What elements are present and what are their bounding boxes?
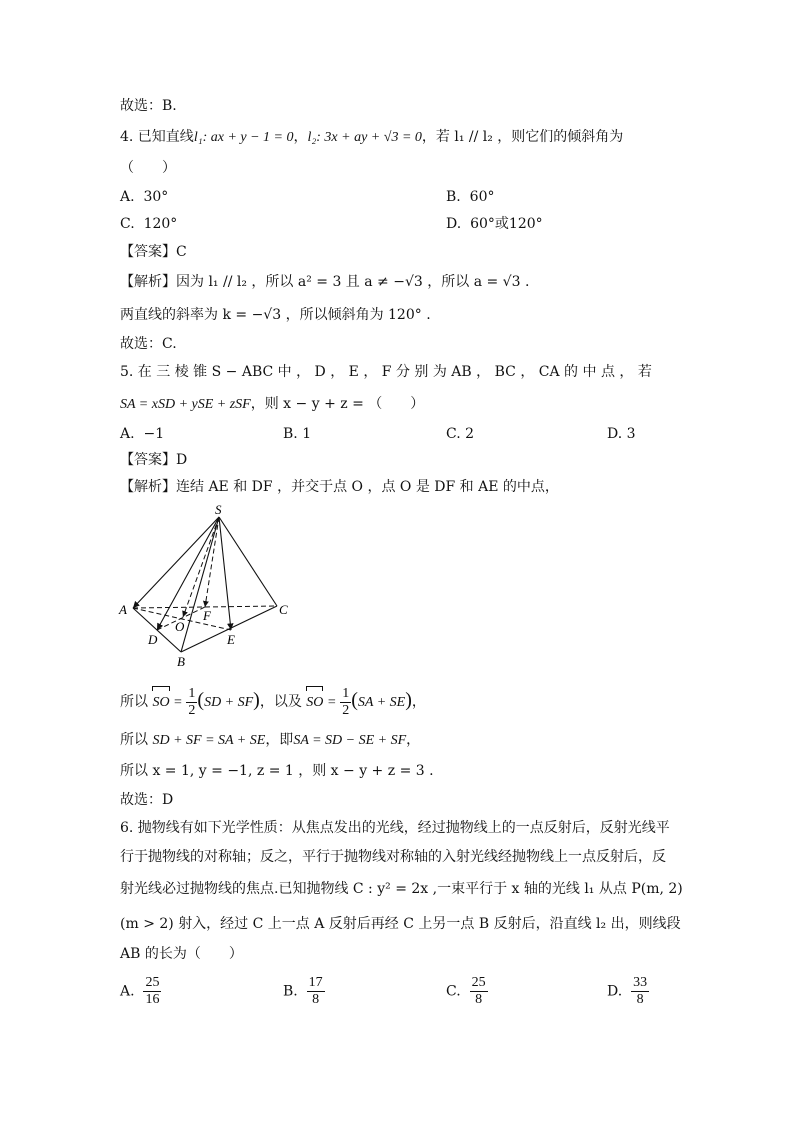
option-label: B.	[283, 426, 298, 442]
q6-line-3: 射光线必过抛物线的焦点.已知抛物线 C : y² = 2x ,一束平行于 x 轴的光线 l₁ 从点 P(m, 2)	[120, 881, 683, 897]
vector-se	[219, 517, 231, 630]
label-o: O	[175, 619, 185, 634]
paren-open: (	[351, 689, 358, 711]
q5-eq-1	[120, 684, 426, 719]
vector-identity-2: SA = SD − SE + SF	[293, 733, 407, 748]
q5-answer: 【答案】D	[120, 452, 188, 468]
paren-open: (	[197, 689, 205, 711]
label-f: F	[203, 608, 211, 623]
q5-stem-question: ，则 x − y + z = （ ）	[250, 396, 425, 412]
q5-option-d[interactable]	[607, 424, 636, 444]
paren-close: )	[405, 689, 412, 711]
q6-option-c[interactable]	[446, 975, 488, 1008]
option-text: 3	[626, 426, 636, 442]
q6-line-4: (m > 2) 射入，经过 C 上一点 A 反射后再经 C 上另一点 B 反射后，沿直线 l₂ 出，则线段	[120, 916, 681, 932]
vector-so-term: SO	[306, 687, 323, 719]
fraction-denominator: 2	[342, 702, 350, 718]
q6-line-1: 6. 抛物线有如下光学性质：从焦点发出的光线，经过抛物线上的一点反射后，反射光线平	[120, 820, 670, 836]
option-text: −1	[143, 426, 165, 442]
fraction-numerator: 1	[188, 685, 196, 701]
option-text: 120°	[143, 216, 178, 232]
previous-conclusion: 故选：B.	[120, 98, 177, 114]
q5-eq-2	[120, 730, 420, 751]
q5-analysis-1: 【解析】连结 AE 和 DF ，并交于点 O ，点 O 是 DF 和 AE 的中点，	[120, 479, 559, 495]
fraction-half	[186, 686, 197, 719]
q4-stem	[120, 127, 623, 148]
pyramid-figure	[115, 500, 300, 670]
fraction-denominator: 2	[188, 702, 196, 718]
q5-option-b[interactable]	[283, 424, 311, 444]
vector-so	[183, 517, 219, 617]
q4-stem-number: 4. 已知直线	[120, 129, 194, 145]
q5-stem-1: 5. 在 三 棱 锥 S − ABC 中 ， D ， E ， F 分 别 为 AB ， BC ， CA 的 中 点 ， 若	[120, 364, 652, 380]
label-c: C	[279, 602, 288, 617]
vector-sum: SA + SE	[357, 695, 406, 710]
q6-option-b[interactable]	[283, 975, 325, 1008]
q4-sep: ，	[293, 129, 308, 145]
q6-option-a[interactable]	[120, 975, 161, 1008]
eq-prefix: 所以	[120, 732, 148, 748]
q4-analysis-2: 两直线的斜率为 k = −√3 ，所以倾斜角为 120° .	[120, 307, 431, 323]
option-fraction	[307, 975, 325, 1008]
fraction-denominator: 8	[636, 992, 644, 1007]
fraction-numerator: 25	[471, 975, 486, 990]
q5-vector-equation: SA = xSD + ySE + zSF	[120, 397, 251, 412]
option-text: 60°	[469, 189, 495, 205]
option-text: 60°或120°	[470, 216, 543, 232]
q4-condition: ，若 l₁ // l₂ ，则它们的倾斜角为	[421, 129, 624, 145]
label-a: A	[119, 602, 127, 617]
label-e: E	[227, 632, 235, 647]
fraction-denominator: 8	[312, 992, 320, 1007]
eq-end: ，	[411, 694, 426, 710]
fraction-denominator: 16	[145, 992, 160, 1007]
q4-line-l2: l₂: 3x + ay + √3 = 0	[307, 130, 422, 145]
q6-line-5: AB 的长为（ ）	[120, 946, 243, 962]
eq-prefix: 所以	[120, 694, 148, 710]
option-fraction	[631, 975, 649, 1008]
q4-answer: 【答案】C	[120, 244, 187, 260]
option-label: C.	[120, 216, 135, 232]
vector-sum: SD + SF	[204, 695, 254, 710]
option-label: B.	[283, 983, 298, 1000]
option-label: D.	[607, 983, 623, 1000]
option-text: 2	[465, 426, 475, 442]
equals-sign: =	[327, 695, 336, 710]
fraction-numerator: 33	[633, 975, 648, 990]
q5-option-a[interactable]	[120, 424, 164, 444]
q4-option-d[interactable]	[446, 214, 543, 234]
option-label: D.	[607, 426, 623, 442]
q5-conclusion: 故选：D	[120, 792, 174, 808]
fraction-numerator: 25	[145, 975, 160, 990]
eq-end: ，	[406, 732, 421, 748]
option-fraction	[470, 975, 488, 1008]
q5-stem-2	[120, 394, 424, 415]
fraction-half	[340, 686, 351, 719]
equals-sign: =	[174, 695, 182, 710]
eq-joiner: ，即	[265, 732, 294, 748]
option-label: A.	[120, 426, 135, 442]
option-text: 30°	[143, 189, 169, 205]
q6-line-2: 行于抛物线的对称轴；反之，平行于抛物线对称轴的入射光线经抛物线上一点反射后，反	[120, 849, 666, 865]
fraction-numerator: 17	[308, 975, 323, 990]
label-b: B	[177, 654, 185, 669]
vector-so-term: SO	[152, 687, 169, 719]
q4-conclusion: 故选：C.	[120, 336, 177, 352]
option-label: A.	[120, 189, 135, 205]
option-label: D.	[446, 216, 462, 232]
option-label: B.	[446, 189, 461, 205]
q6-option-d[interactable]	[607, 975, 649, 1008]
label-d: D	[148, 632, 158, 647]
q5-eq-3: 所以 x = 1, y = −1, z = 1 ，则 x − y + z = 3 .	[120, 763, 434, 779]
option-text: 1	[302, 426, 312, 442]
q4-option-b[interactable]	[446, 187, 494, 207]
q5-option-c[interactable]	[446, 424, 474, 444]
eq-joiner: ，以及	[259, 694, 302, 710]
fraction-denominator: 8	[475, 992, 483, 1007]
fraction-numerator: 1	[342, 685, 350, 701]
edge-sc	[219, 517, 277, 606]
q4-paren: （ ）	[120, 160, 176, 176]
vector-identity: SD + SF = SA + SE	[152, 733, 266, 748]
option-fraction	[143, 975, 161, 1008]
option-label: C.	[446, 426, 461, 442]
q4-option-a[interactable]	[120, 187, 168, 207]
paren-close: )	[253, 689, 260, 711]
option-label: A.	[120, 983, 135, 1000]
option-label: C.	[446, 983, 461, 1000]
q4-option-c[interactable]	[120, 214, 177, 234]
q4-analysis-1: 【解析】因为 l₁ // l₂ ，所以 a² = 3 且 a ≠ −√3 ，所以 a = √3 .	[120, 274, 530, 290]
q4-line-l1: l₁: ax + y − 1 = 0	[193, 130, 294, 145]
label-s: S	[215, 502, 222, 517]
